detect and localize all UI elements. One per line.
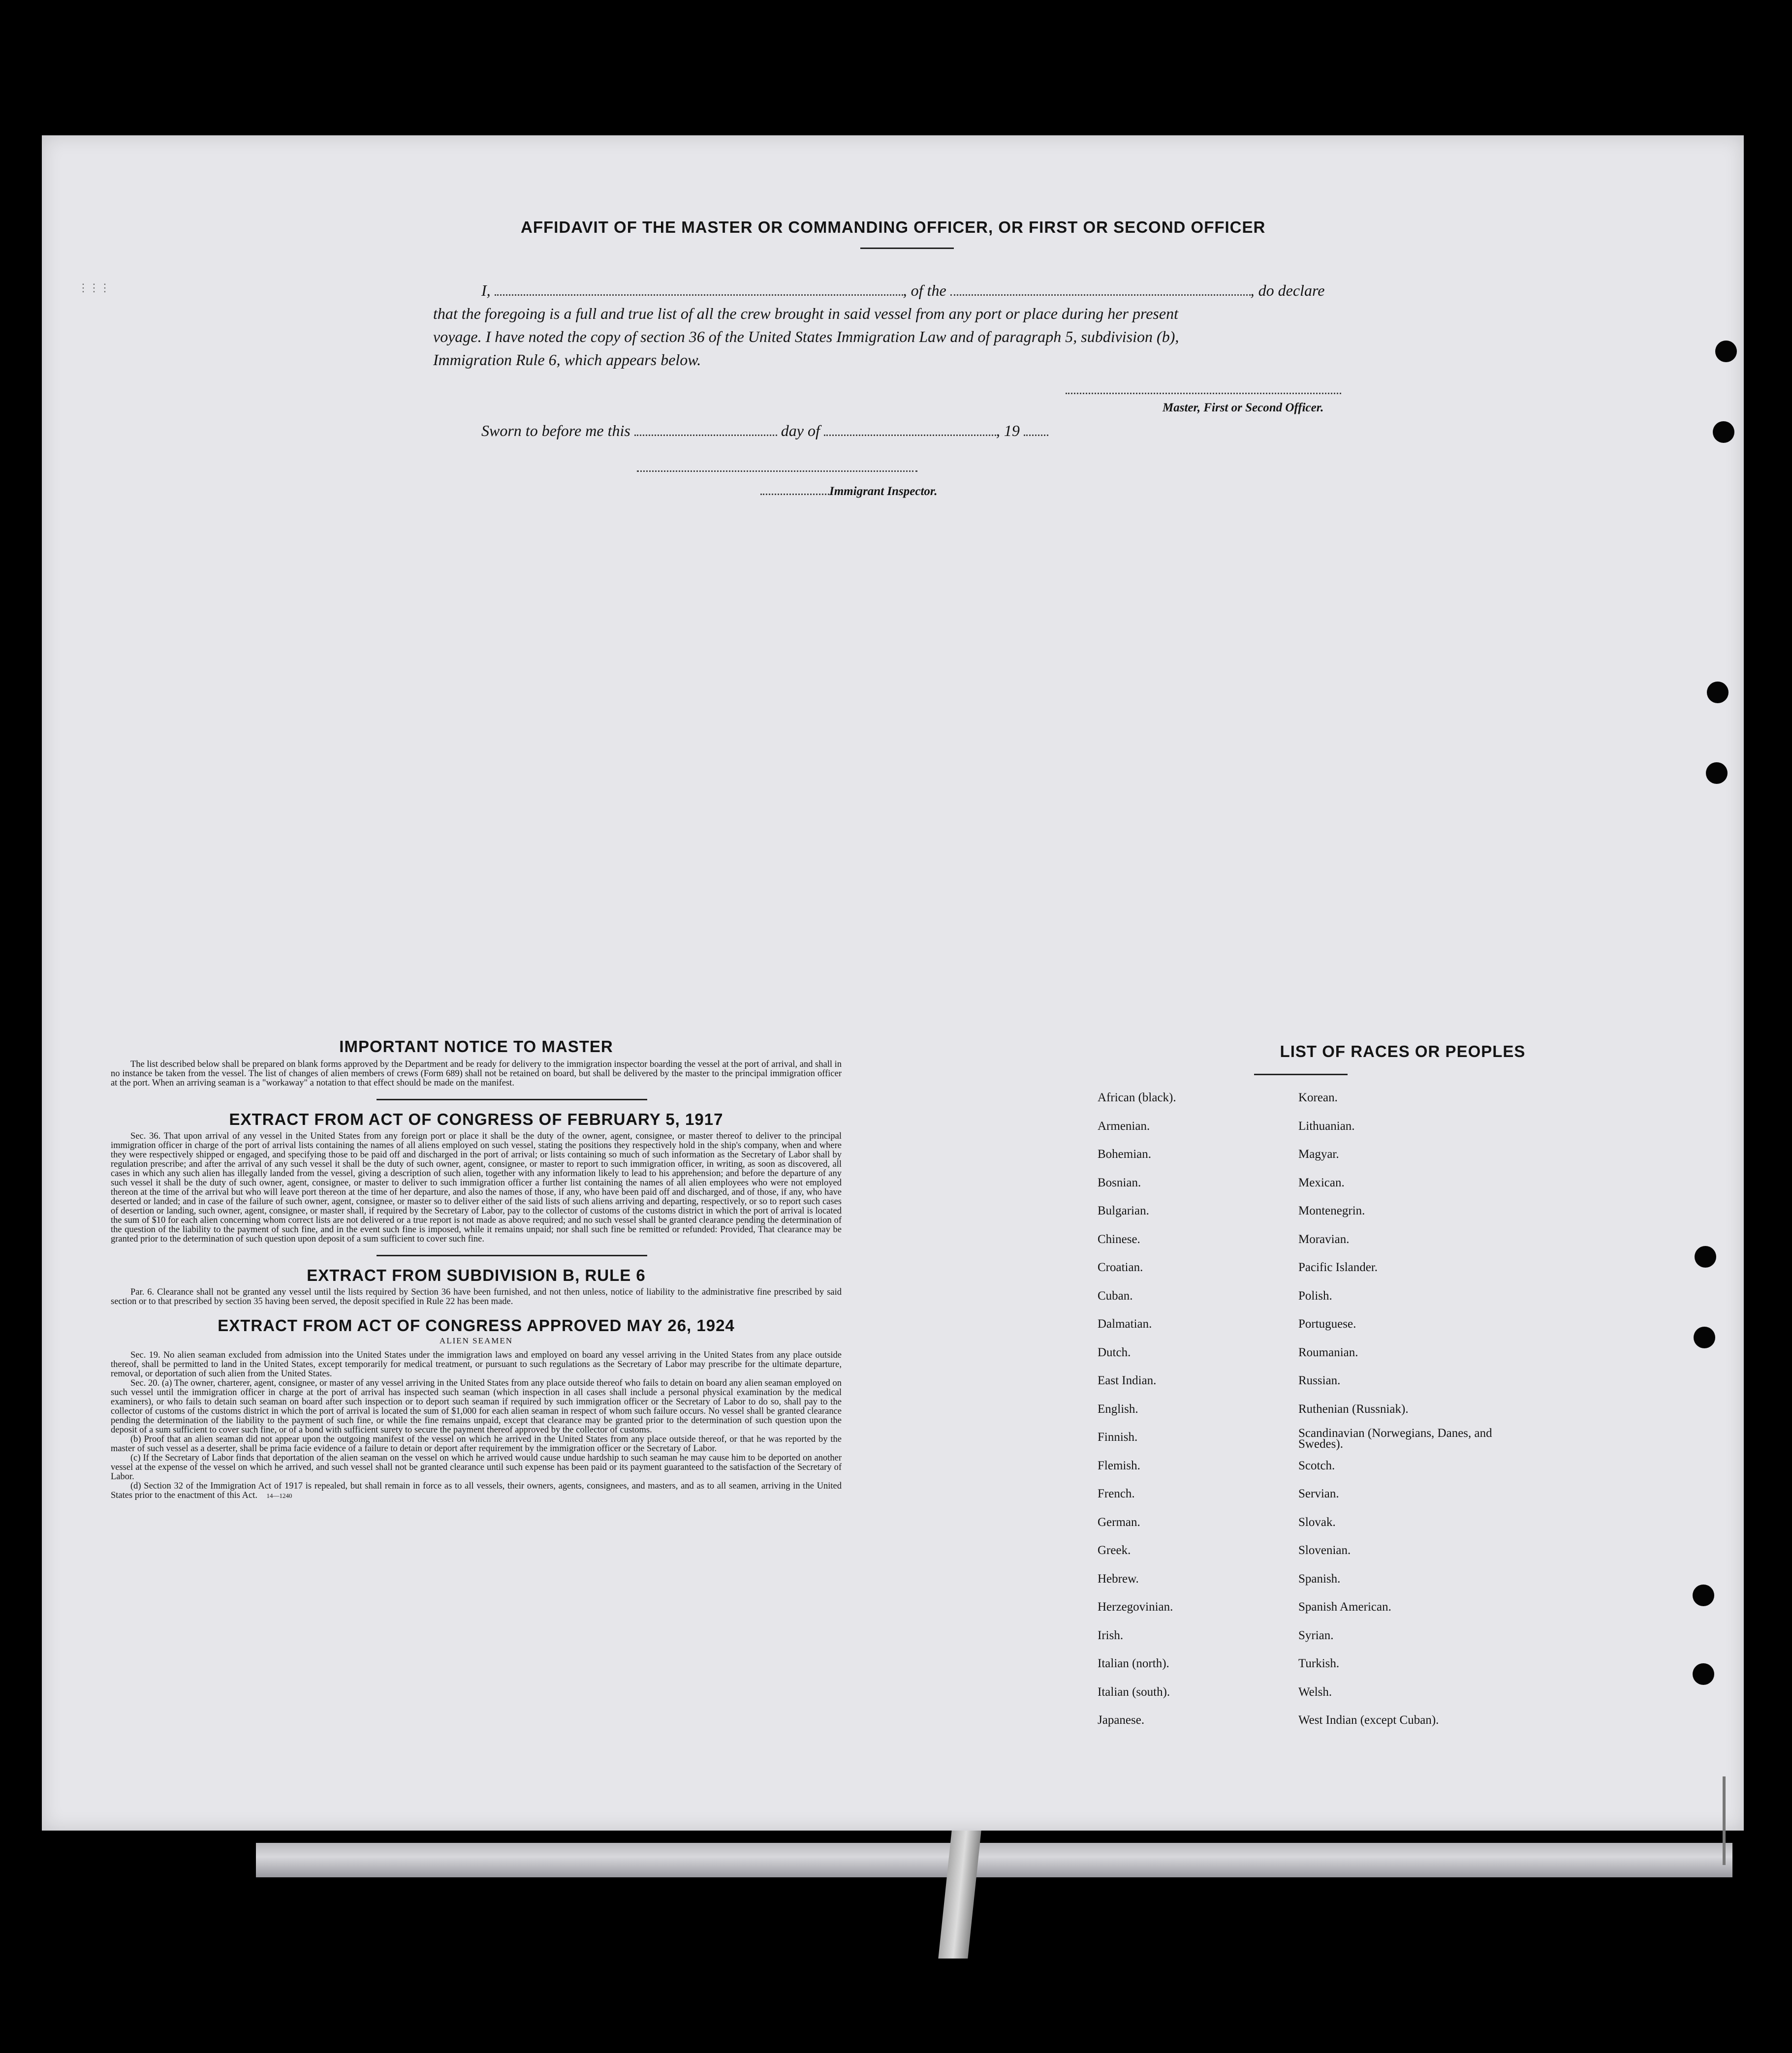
race-item: Magyar. <box>1298 1148 1339 1161</box>
race-item: Russian. <box>1298 1374 1341 1387</box>
race-item: Portuguese. <box>1298 1317 1356 1331</box>
races-title: LIST OF RACES OR PEOPLES <box>1280 1042 1526 1060</box>
race-item: Spanish American. <box>1298 1600 1391 1614</box>
race-item: Croatian. <box>1098 1261 1143 1274</box>
alien-seamen-subtitle: ALIEN SEAMEN <box>439 1336 513 1345</box>
punch-hole <box>1695 1246 1716 1268</box>
sworn-line <box>481 419 1048 442</box>
race-item: Scotch. <box>1298 1459 1335 1472</box>
race-item: West Indian (except Cuban). <box>1298 1713 1439 1727</box>
section-rule <box>377 1255 647 1256</box>
race-item: Finnish. <box>1098 1431 1138 1444</box>
race-item: Irish. <box>1098 1628 1124 1642</box>
extract-1924-sec20d-text: (d) Section 32 of the Immigration Act of 1917 is repealed, but shall remain in force as to all vessels, their owners, agents, consignees, and masters, and as to all seamen, arriving in the United States prior to the enactment of this Act. <box>111 1481 842 1500</box>
paper-edge-strip <box>256 1843 1732 1877</box>
extract-rule6-title: EXTRACT FROM SUBDIVISION B, RULE 6 <box>307 1266 646 1284</box>
master-signature-blank[interactable] <box>1066 393 1341 394</box>
race-item: Ruthenian (Russniak). <box>1298 1402 1409 1416</box>
punch-hole <box>1694 1327 1715 1348</box>
year-text: , 19 <box>996 422 1020 439</box>
form-number: 14—1240 <box>266 1492 292 1499</box>
race-item: Flemish. <box>1098 1459 1140 1472</box>
extract-1917-title: EXTRACT FROM ACT OF CONGRESS OF FEBRUARY 5, 1917 <box>229 1110 723 1128</box>
race-item: Chinese. <box>1098 1232 1140 1246</box>
inspector-label-line <box>760 485 938 498</box>
race-item: Japanese. <box>1098 1713 1145 1727</box>
name-blank[interactable] <box>495 294 903 296</box>
race-item: Montenegrin. <box>1298 1204 1365 1217</box>
year-blank[interactable] <box>1024 435 1048 436</box>
race-item: Servian. <box>1298 1487 1339 1500</box>
notice-title: IMPORTANT NOTICE TO MASTER <box>339 1037 613 1056</box>
race-item: Italian (north). <box>1098 1657 1169 1670</box>
punch-hole <box>1706 762 1728 784</box>
inspector-signature-blank[interactable] <box>637 470 917 472</box>
punch-hole <box>1715 341 1737 362</box>
inspector-dots <box>760 494 829 495</box>
race-item: Italian (south). <box>1098 1685 1170 1699</box>
month-blank[interactable] <box>824 435 996 436</box>
affidavit-line-3: voyage. I have noted the copy of section 36 of the United States Immigration Law and of paragraph 5, subdivision (b), <box>433 328 1179 345</box>
affidavit-title: AFFIDAVIT OF THE MASTER OR COMMANDING OFFICER, OR FIRST OR SECOND OFFICER <box>521 218 1266 236</box>
race-item: Roumanian. <box>1298 1345 1358 1359</box>
master-signature-label: Master, First or Second Officer. <box>1163 401 1324 414</box>
race-item: Greek. <box>1098 1544 1131 1557</box>
race-item: Spanish. <box>1298 1572 1341 1586</box>
affidavit-line-4: Immigration Rule 6, which appears below. <box>433 351 701 369</box>
races-left-column <box>1098 1084 1285 1735</box>
race-item: Mexican. <box>1298 1176 1345 1189</box>
race-item: Slovenian. <box>1298 1544 1351 1557</box>
race-item: Bohemian. <box>1098 1148 1152 1161</box>
race-item: French. <box>1098 1487 1135 1500</box>
extract-1924-sec20a: Sec. 20. (a) The owner, charterer, agent, consignee, or master of any vessel arriving in the United States from any place outside thereof who fails to detain on board any alien seaman employed on such vessel until the immigration officer in charge at the port of arrival has inspected such seaman (which inspection in all cases shall include a personal physical examination by the medical examiners), or who fails to detain such seaman on board after such inspection or to deport such seaman if required by such immigration officer or the Secretary of Labor to do so, shall pay to the collector of customs of the customs district in which the port of arrival is located the sum of $1,000 for each alien seaman in respect of whom such failure occurs. No vessel shall be granted clearance pending the determination of the liability to the payment of such fine, or while the fine remains unpaid, except that clearance may be granted prior to the determination of such question upon the deposit of a sum sufficient to cover such fine, or of a bond with sufficient surety to secure the payment thereof approved by the collector of customs. <box>111 1378 842 1435</box>
punch-hole <box>1693 1663 1714 1685</box>
race-item: Lithuanian. <box>1298 1119 1355 1133</box>
extract-1917-text: Sec. 36. That upon arrival of any vessel in the United States from any foreign port or place it shall be the duty of the owner, agent, consignee, or master thereof to deliver to the principal immigration officer in charge of the port of arrival lists containing the names of all aliens employed on such vessel, stating the positions they respectively hold in the ship's company, when and where they were respectively shipped or engaged, and specifying those to be paid off and discharged in the port of arrival; or lists containing so much of such information as the Secretary of Labor shall by regulation prescribe; and after the arrival of any such vessel it shall be the duty of such owner, agent, consignee, or master to report to such immigration officer, in writing, as soon as discovered, all cases in which any such alien has illegally landed from the vessel, giving a description of such alien, together with any information likely to lead to his apprehension; and before the departure of any such vessel it shall be the duty of such owner, agent, consignee, or master to deliver to such immigration officer a further list containing the names of all alien employees who were not employed thereon at the time of the arrival but who will leave port thereon at the time of her departure, and also the names of those, if any, who have been paid off and discharged, and of those, if any, who have deserted or landed; and in case of the failure of such owner, agent, consignee, or master so to deliver either of the said lists of such aliens arriving and departing, respectively, or so to report such cases of desertion or landing, such owner, agent, consignee, or master shall, if required by the Secretary of Labor, pay to the collector of customs of the customs district in which the port of arrival is located the sum of $10 for each alien concerning whom correct lists are not delivered or a true report is not made as above required; and no such vessel shall be granted clearance pending the determination of the question of the liability to the payment of such fine, and in the event such fine is imposed, while it remains unpaid; nor shall such fine be remitted or refunded: Provided, That clearance may be granted prior to the determination of such question upon deposit of a sum sufficient to cover such fine. <box>111 1131 842 1244</box>
sworn-text: Sworn to before me this <box>481 422 630 439</box>
affidavit-of-the: , of the <box>903 281 946 299</box>
race-item: Korean. <box>1298 1091 1338 1104</box>
race-item: Herzegovinian. <box>1098 1600 1173 1614</box>
extract-1924-title: EXTRACT FROM ACT OF CONGRESS APPROVED MAY 26, 1924 <box>218 1316 735 1335</box>
race-item: Turkish. <box>1298 1657 1340 1670</box>
affidavit-line-1 <box>481 279 1324 302</box>
inspector-label: Immigrant Inspector. <box>829 485 938 498</box>
race-item: Moravian. <box>1298 1232 1350 1246</box>
affidavit-line-2: that the foregoing is a full and true list of all the crew brought in said vessel from any port or place during her present <box>433 305 1178 322</box>
extract-1924-sec20d <box>111 1482 842 1500</box>
affidavit-declare: , do declare <box>1250 281 1325 299</box>
extract-1924-sec19: Sec. 19. No alien seaman excluded from admission into the United States under the immigration laws and employed on board any vessel arriving in the United States from any place outside thereof, shall be permitted to land in the United States, except temporarily for medical treatment, or pursuant to such regulations as the Secretary of Labor may prescribe for the ultimate departure, removal, or deportation of such alien from the United States. <box>111 1350 842 1379</box>
punch-hole <box>1707 682 1729 703</box>
sworn-day-blank[interactable] <box>634 435 777 436</box>
punch-hole <box>1693 1585 1714 1606</box>
race-item: Syrian. <box>1298 1628 1334 1642</box>
race-item: English. <box>1098 1402 1138 1416</box>
races-right-column <box>1298 1084 1505 1735</box>
race-item: Pacific Islander. <box>1298 1261 1378 1274</box>
paper-edge-line <box>1723 1776 1726 1865</box>
affidavit-i: I, <box>481 281 491 299</box>
punch-hole <box>1713 421 1734 443</box>
race-item: Slovak. <box>1298 1515 1336 1529</box>
extract-rule6-text: Par. 6. Clearance shall not be granted any vessel until the lists required by Section 36 have been furnished, and not then unless, notice of liability to the administrative fine prescribed by said section or to that prescribed by section 35 having been served, the deposit specified in Rule 22 has been made. <box>111 1287 842 1306</box>
race-item: East Indian. <box>1098 1374 1157 1387</box>
race-item: Hebrew. <box>1098 1572 1139 1586</box>
extract-1924-sec20b: (b) Proof that an alien seaman did not appear upon the outgoing manifest of the vessel on which he arrived in the United States from any place outside thereof, or that he was reported by the master of such vessel as a deserter, shall be prima facie evidence of a failure to detain or deport after requirement by the immigration officer or the Secretary of Labor. <box>111 1434 842 1454</box>
race-item: Dalmatian. <box>1098 1317 1152 1331</box>
race-item: Scandinavian (Norwegians, Danes, and Swedes). <box>1298 1427 1492 1451</box>
day-of-text: day of <box>781 422 820 439</box>
race-item: German. <box>1098 1515 1140 1529</box>
margin-mark: ⋮⋮⋮ <box>78 281 110 294</box>
title-rule <box>860 248 954 249</box>
notice-text: The list described below shall be prepared on blank forms approved by the Department and be ready for delivery to the immigration inspector boarding the vessel at the port of arrival, and shall in no instance be taken from the vessel. The list of changes of alien members of crews (Form 689) shall not be retained on board, but shall be delivered by the master to the principal immigration officer at the port. When an arriving seaman is a "workaway" a notation to that effect should be made on the manifest. <box>111 1059 842 1088</box>
race-item: Bosnian. <box>1098 1176 1141 1189</box>
extract-1924-sec20c: (c) If the Secretary of Labor finds that deportation of the alien seaman on the vessel on which he arrived would cause undue hardship to such seaman he may cause him to be deported on another vessel at the expense of the vessel on which he arrived, and such vessel shall not be granted clearance until such expense has been paid or its payment guaranteed to the satisfaction of the Secretary of Labor. <box>111 1453 842 1482</box>
vessel-blank[interactable] <box>950 294 1251 296</box>
section-rule <box>377 1099 647 1100</box>
race-item: Dutch. <box>1098 1345 1131 1359</box>
races-rule <box>1254 1074 1348 1075</box>
notices-column <box>111 1037 842 1500</box>
race-item: Armenian. <box>1098 1119 1150 1133</box>
race-item: African (black). <box>1098 1091 1176 1104</box>
race-item: Polish. <box>1298 1289 1332 1303</box>
race-item: Welsh. <box>1298 1685 1332 1699</box>
race-item: Cuban. <box>1098 1289 1133 1303</box>
race-item: Bulgarian. <box>1098 1204 1149 1217</box>
